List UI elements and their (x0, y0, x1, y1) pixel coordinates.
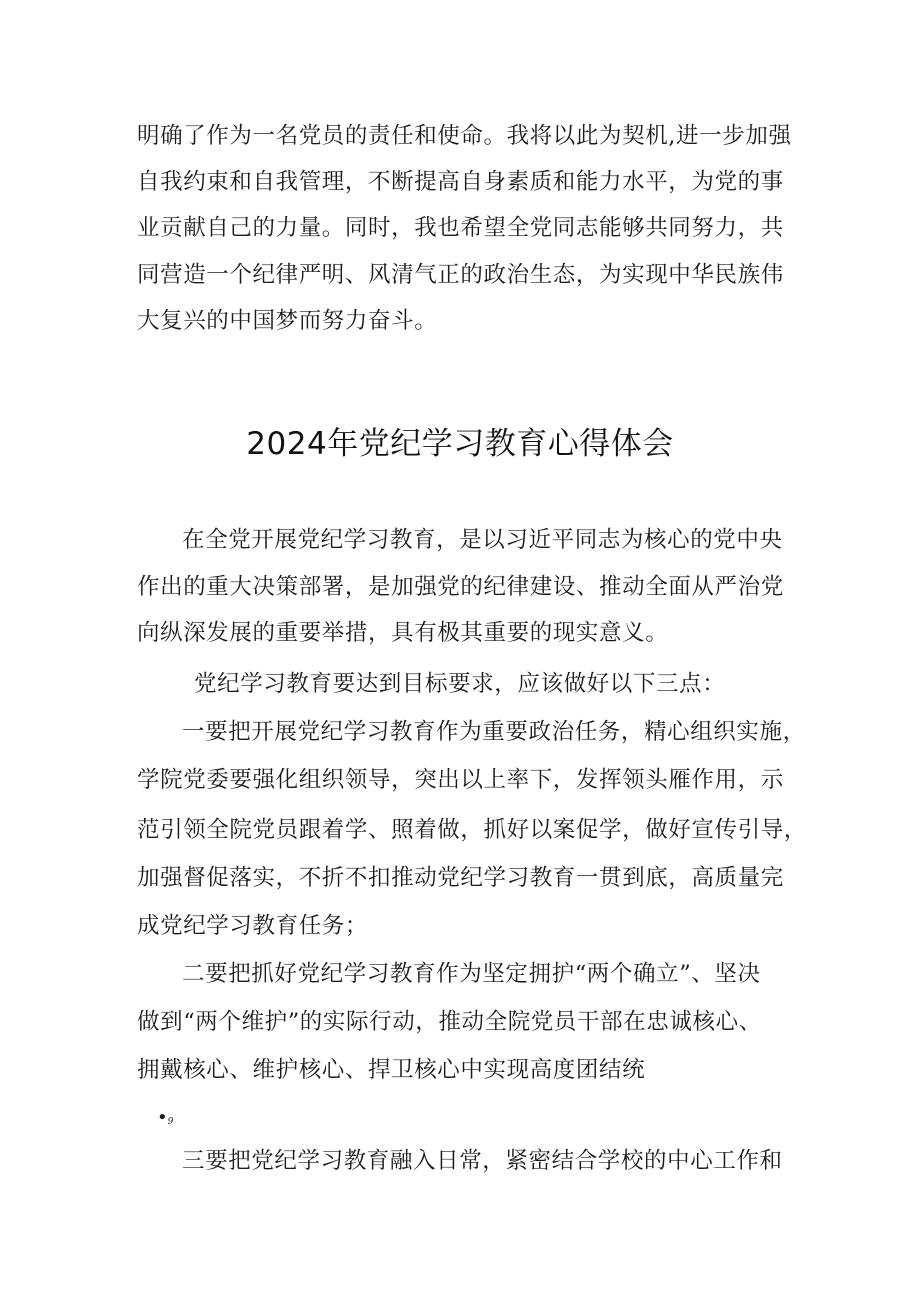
text-line: 作出的重大决策部署，是加强党的纪律建设、推动全面从严治党 (137, 574, 784, 600)
bullet-dot: • (157, 1107, 168, 1128)
text-line: 同营造一个纪律严明、风清气正的政治生态，为实现中华民族伟 (137, 262, 784, 288)
text-line: 向纵深发展的重要举措，具有极其重要的现实意义。 (137, 620, 669, 646)
text-line: 在全党开展党纪学习教育，是以习近平同志为核心的党中央 (182, 527, 783, 553)
bullet-mark: 9 (167, 1117, 174, 1127)
text-line: 党纪学习教育要达到目标要求，应该做好以下三点： (194, 671, 726, 697)
text-line: 范引领全院党员跟着学、照着做，抓好以案促学，做好宣传引导， (137, 817, 807, 843)
text-line: 学院党委要强化组织领导，突出以上率下，发挥领头雁作用，示 (137, 767, 784, 793)
text-line: 加强督促落实，不折不扣推动党纪学习教育一贯到底，高质量完 (137, 865, 784, 891)
text-line: 一要把开展党纪学习教育作为重要政治任务，精心组织实施， (182, 719, 806, 745)
text-line: 自我约束和自我管理，不断提高自身素质和能力水平，为党的事 (137, 169, 784, 195)
text-line: 明确了作为一名党员的责任和使命。我将以此为契机,进一步加强 (137, 123, 792, 149)
text-line: 大复兴的中国梦而努力奋斗。 (137, 308, 438, 334)
stray-bullet-mark (157, 1107, 174, 1130)
text-line: 三要把党纪学习教育融入日常，紧密结合学校的中心工作和 (182, 1148, 783, 1174)
document-title: 2024年党纪学习教育心得体会 (246, 426, 674, 462)
text-line: 业贡献自己的力量。同时，我也希望全党同志能够共同努力，共 (137, 215, 784, 241)
text-line: 做到“两个维护”的实际行动，推动全院党员干部在忠诚核心、 (137, 1009, 762, 1035)
text-line: 成党纪学习教育任务； (137, 913, 369, 939)
text-line: 拥戴核心、维护核心、捍卫核心中实现高度团结统 (137, 1057, 646, 1083)
text-line: 二要把抓好党纪学习教育作为坚定拥护“两个确立”、坚决 (182, 961, 761, 987)
